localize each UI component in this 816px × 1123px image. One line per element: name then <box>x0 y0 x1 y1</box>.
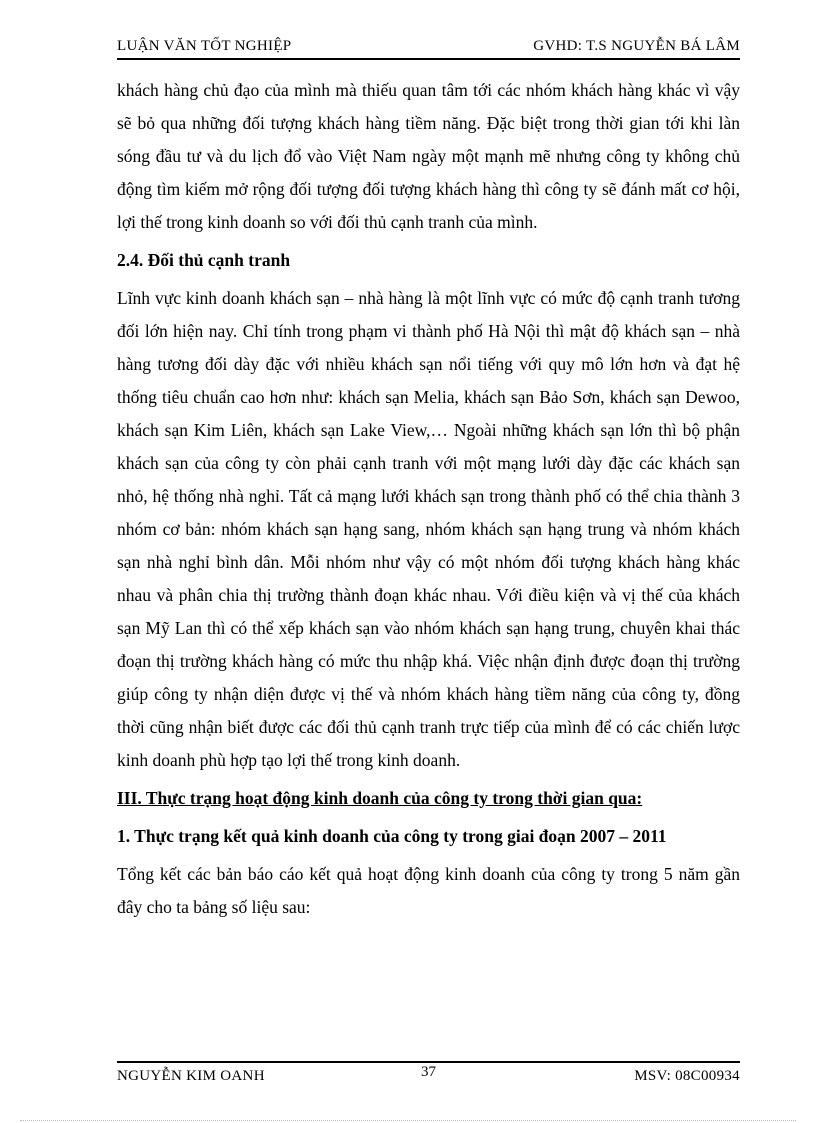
page-footer <box>117 1064 740 1088</box>
header-thesis-title: LUẬN VĂN TỐT NGHIỆP <box>117 38 292 54</box>
header-supervisor: GVHD: T.S NGUYỄN BÁ LÂM <box>533 38 740 54</box>
page-number: 37 <box>421 1064 436 1080</box>
section-heading-competitors: 2.4. Đối thủ cạnh tranh <box>117 250 291 270</box>
paragraph-summary: Tổng kết các bản báo cáo kết quả hoạt động kinh doanh của công ty trong 5 năm gần đây cho ta bảng số liệu sau: <box>117 864 740 917</box>
subsection-heading-results: 1. Thực trạng kết quả kinh doanh của công ty trong giai đoạn 2007 – 2011 <box>117 826 667 846</box>
footer-divider <box>117 1061 740 1063</box>
footer-author: NGUYỄN KIM OANH <box>117 1068 265 1084</box>
page-content <box>117 74 740 924</box>
chapter-heading-business-status: III. Thực trạng hoạt động kinh doanh của công ty trong thời gian qua: <box>117 788 643 808</box>
page-bottom-edge <box>20 1120 796 1121</box>
paragraph-customers: khách hàng chủ đạo của mình mà thiếu quan tâm tới các nhóm khách hàng khác vì vậy sẽ bỏ qua những đối tượng khách hàng tiềm năng. Đặc biệt trong thời gian tới khi làn sóng đầu tư và du lịch đổ vào Việt Nam ngày một mạnh mẽ nhưng công ty không chủ động tìm kiếm mở rộng đối tượng đối tượng khách hàng thì công ty sẽ đánh mất cơ hội, lợi thế trong kinh doanh so với đối thủ cạnh tranh của mình. <box>117 80 740 232</box>
page-header <box>117 38 740 60</box>
footer-student-id: MSV: 08C00934 <box>634 1068 740 1084</box>
paragraph-competitors: Lĩnh vực kinh doanh khách sạn – nhà hàng là một lĩnh vực có mức độ cạnh tranh tương đối lớn hiện nay. Chỉ tính trong phạm vi thành phố Hà Nội thì mật độ khách sạn – nhà hàng tương đối dày đặc với nhiều khách sạn nổi tiếng với quy mô lớn hơn và đạt hệ thống tiêu chuẩn cao hơn như: khách sạn Melia, khách sạn Bảo Sơn, khách sạn Dewoo, khách sạn Kim Liên, khách sạn Lake View,… Ngoài những khách sạn lớn thì bộ phận khách sạn của công ty còn phải cạnh tranh với một mạng lưới dày đặc các khách sạn nhỏ, hệ thống nhà nghỉ. Tất cả mạng lưới khách sạn trong thành phố có thể chia thành 3 nhóm cơ bản: nhóm khách sạn hạng sang, nhóm khách sạn hạng trung và nhóm khách sạn nhà nghỉ bình dân. Mỗi nhóm như vậy có một nhóm đối tượng khách hàng khác nhau và phân chia thị trường thành đoạn khác nhau. Với điều kiện và vị thế của khách sạn Mỹ Lan thì có thể xếp khách sạn vào nhóm khách sạn hạng trung, chuyên khai thác đoạn thị trường khách hàng có mức thu nhập khá. Việc nhận định được đoạn thị trường giúp công ty nhận diện được vị thế và nhóm khách hàng tiềm năng của công ty, đồng thời cũng nhận biết được các đối thủ cạnh tranh trực tiếp của mình để có các chiến lược kinh doanh phù hợp tạo lợi thế trong kinh doanh. <box>117 288 740 770</box>
